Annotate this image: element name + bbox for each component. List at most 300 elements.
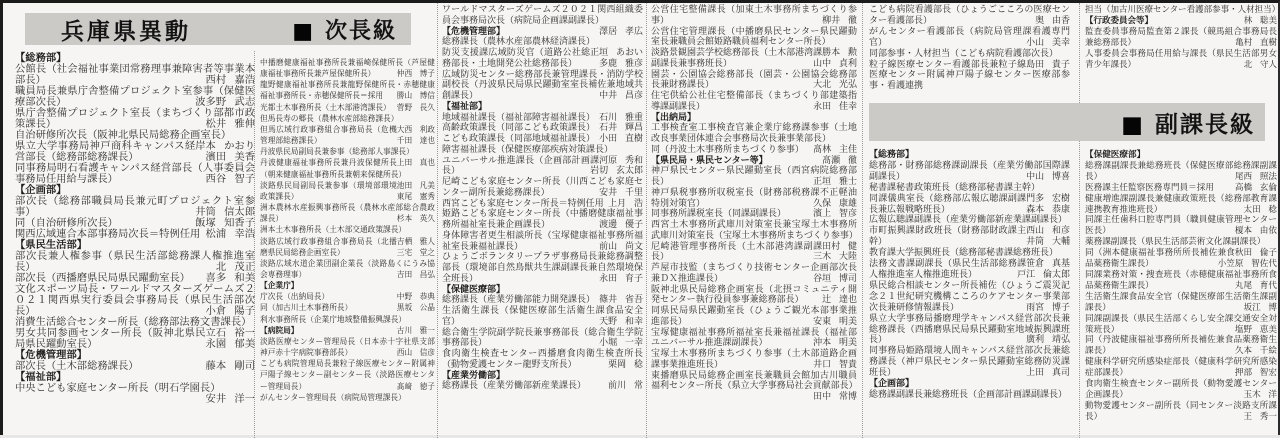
entry-name: 沖本 明美 xyxy=(813,338,857,349)
entry-title: 県庁舎整備プロジェクト室長（まちづくり部都市政策課長） xyxy=(15,107,255,130)
appointment-entry xyxy=(260,358,435,391)
entry-title: 宝塚健康福祉事務所福祉室長兼福祉課長（福祉部ユニバーサル推進課副課長） xyxy=(651,327,857,349)
appointment-entry xyxy=(15,196,255,218)
entry-name: 久保 康雄 xyxy=(813,198,857,209)
entry-name: 井筒 信太郎 xyxy=(195,206,255,218)
section-header: 【保健医療部】 xyxy=(442,284,506,295)
entry-title: ひょうごボランタリープラザ事務局長兼総務調整部長（環境部自然鳥獣共生課副課長兼自然環境保全班長） xyxy=(442,252,643,284)
entry-title: 同（洲本健康福祉事務所所長補佐兼食品薬務衛生課長） xyxy=(1085,248,1235,270)
entry-title: 防災支援課広域防災官（道路公社総務部長・土地開発公社総務部長） xyxy=(442,48,591,69)
appointment-entry xyxy=(1085,194,1277,216)
entry-name: 西村 嘉浩 xyxy=(205,74,255,86)
column-divider xyxy=(437,3,438,438)
entry-name: 飯塚 知香子 xyxy=(195,217,255,229)
appointment-entry xyxy=(651,349,857,371)
entry-title: 同（丹波土木事務所まちづくり参事） xyxy=(651,144,804,155)
entry-name: 尾西 照法 xyxy=(1234,171,1277,182)
entry-title: 部次長（総務部職員局長兼元町プロジェクト室参事） xyxy=(15,195,255,218)
appointment-entry xyxy=(15,284,255,317)
entry-name: 雨宮 博子 xyxy=(1026,302,1070,313)
entry-name: 秋田 倫子 xyxy=(1234,248,1277,259)
entry-name: 安東 明美 xyxy=(813,316,857,327)
appointment-entry xyxy=(260,224,435,246)
entry-name: 大西 利政 xyxy=(396,124,435,134)
appointment-entry xyxy=(442,134,643,145)
entry-name: 門多 宏樹 xyxy=(1026,193,1070,204)
entry-title: 姫路こども家庭センター所長（中播磨健康福祉事務所福祉室長兼企画課長） xyxy=(442,209,643,230)
column-3 xyxy=(442,5,643,438)
entry-title: 同（加古川土木事務所長） xyxy=(260,303,353,313)
entry-title: 淡路医療センター管理局長（日本赤十字社県支部神戸赤十字病院事務部長） xyxy=(260,336,435,358)
entry-name: 永田 育子 xyxy=(599,273,643,284)
entry-title: 高齢政策課長（同部こども政策課長） xyxy=(442,123,596,134)
entry-title: 職員局長兼県庁舎整備プロジェクト室参事（保健医療部次長） xyxy=(15,85,255,108)
appointment-entry xyxy=(260,113,435,134)
appointment-entry xyxy=(442,328,643,350)
section-header: 【病院局】 xyxy=(260,325,299,335)
entry-name: 松井 雅伸 xyxy=(205,118,255,130)
entry-name: 濱田 美香 xyxy=(205,151,255,163)
column-divider xyxy=(1079,141,1080,438)
entry-name: 松浦 幸浩 xyxy=(205,228,255,240)
entry-title: こども病院管理局長兼粒子線医療センター附属神戸陽子線センター副センター長（淡路医療センター管理局長） xyxy=(260,359,435,391)
entry-title: 中央こども家庭センター所長（明石学園長） xyxy=(15,382,221,394)
entry-name: 丸尾 育代 xyxy=(1234,280,1277,291)
entry-name: 石井 輝昌 xyxy=(599,123,643,134)
entry-title: 担当（加古川医療センター看護部参事・人材担当） xyxy=(1085,5,1280,15)
entry-name: 小倉 陽子 xyxy=(205,305,255,317)
entry-title: 動物愛護センター副所長（同センター淡路支所課長） xyxy=(1085,400,1277,422)
entry-title: ユニバーサル推進課長（企画部計画課長） xyxy=(442,155,600,177)
section-header: 【企画部】 xyxy=(15,184,67,196)
entry-name: 太田 稔 xyxy=(1243,204,1277,215)
column-5-top xyxy=(869,5,1070,100)
entry-title: 関西広域連合本部事務局次長＝特例任用 xyxy=(15,228,201,240)
entry-name: 立石 裕一 xyxy=(205,327,255,339)
entry-name: 井筒 大輔 xyxy=(1026,237,1070,248)
appointment-entry xyxy=(1085,401,1277,423)
appointment-entry xyxy=(15,163,255,185)
appointment-entry xyxy=(442,70,643,102)
section-header: 【企画部】 xyxy=(869,379,915,390)
entry-title: 総合衛生学院副学院長兼事務部長（総合衛生学院事務部長） xyxy=(442,327,643,349)
entry-title: 同（自治研修所次長） xyxy=(15,217,118,229)
entry-title: 文化スポーツ局長・ワールドマスターズゲームズ２０２１関西県実行委員会事務局長（県民生活部次長） xyxy=(15,283,255,317)
entry-title: 中播磨健康福祉事務所長兼福崎保健所長（芦屋健康福祉事務所長兼芦屋保健所長） xyxy=(260,58,435,79)
entry-name: 正垣 あおい xyxy=(590,48,643,58)
entry-name: 多鹿 雅彦 xyxy=(599,58,643,69)
entry-title: 健康科学研究所感染症部長（健康科学研究所感染症部課長） xyxy=(1085,357,1277,379)
column-divider xyxy=(862,3,863,438)
section-header: 【危機管理部】 xyxy=(442,26,506,37)
appointment-entry xyxy=(15,108,255,130)
entry-title: 同課主任歯科口腔専門員（職員健康管理センター医長） xyxy=(1085,215,1277,237)
entry-name: 勝山 博信 xyxy=(396,91,435,101)
black-square-icon: ■ xyxy=(1121,111,1145,138)
entry-name: 上月 浩 xyxy=(608,198,643,209)
section-header: 【企業庁】 xyxy=(260,281,299,291)
entry-name: 菅野 長久 xyxy=(396,102,435,112)
column-6-bottom xyxy=(1085,150,1277,438)
appointment-entry xyxy=(442,306,643,328)
entry-name: 正垣 雅士 xyxy=(813,177,857,187)
appointment-entry xyxy=(442,295,643,306)
appointment-entry xyxy=(1085,183,1277,194)
appointment-entry xyxy=(260,57,435,79)
subheader-bar xyxy=(869,103,1265,141)
appointment-entry xyxy=(442,177,643,199)
appointment-entry xyxy=(651,285,857,307)
appointment-entry xyxy=(442,209,643,231)
entry-name: 田中 常博 xyxy=(813,392,857,402)
entry-title: 淡路景観園芸学校総務部長（土木部港湾課副課長兼事務班長） xyxy=(651,48,823,69)
entry-title: 同事務局明石看護キャンパス経営部長（人事委員会事務局任用給与課長） xyxy=(15,162,255,185)
entry-title: 洲本土木事務所長（土木部交通政策課長） xyxy=(260,225,407,235)
entry-name: 永田 佳幸 xyxy=(813,101,857,112)
entry-name: 安井 千里 xyxy=(599,187,643,198)
entry-name: 古川 雅一 xyxy=(396,325,435,335)
entry-title: 健康増進課副課長兼健康政策班長（総務部教育課連携教育推進班長） xyxy=(1085,193,1277,215)
entry-name: 小山 美幸 xyxy=(1026,37,1070,48)
appointment-entry xyxy=(442,231,643,253)
appointment-entry xyxy=(651,26,857,58)
entry-name: 中井 昌彦 xyxy=(599,91,643,101)
entry-title: 丹波県民局副局長兼参事（総務部人事課長） xyxy=(260,147,414,157)
entry-title: 秘書課秘書政策班長（総務部秘書課主幹） xyxy=(869,182,1041,193)
appointment-entry xyxy=(442,199,643,210)
entry-title: 食肉衛生検査センター西播磨食肉衛生検査所長（動物愛護センター龍野支所長） xyxy=(442,349,643,370)
appointment-entry xyxy=(651,70,857,92)
entry-name: 髙林 主佳 xyxy=(813,144,857,155)
entry-name: 濱上 智彦 xyxy=(813,209,857,220)
entry-title: 同事務所課税室長（同課副課長） xyxy=(651,209,787,220)
appointment-entry xyxy=(1085,49,1277,71)
entry-name: 高橋 玄倫 xyxy=(1234,182,1277,193)
column-1 xyxy=(15,53,255,438)
entry-name: 戸江 倫太郎 xyxy=(1017,269,1070,280)
entry-name: 天野 和幸 xyxy=(599,316,643,327)
appointment-entry xyxy=(260,79,435,101)
appointment-entry xyxy=(260,392,435,403)
appointment-entry xyxy=(869,27,1070,49)
entry-name: 榎本 由依 xyxy=(1234,226,1277,237)
entry-name: 上田 真司 xyxy=(1026,368,1070,379)
entry-title: 西宮土木事務所武庫川対策室長兼宝塚土木事務所武庫川対策室長（宝塚土木事務所まちづくり参事） xyxy=(651,220,858,241)
section-header: 【県民生活部】 xyxy=(15,239,88,251)
entry-title: 公営住宅整備課長（加東土木事務所まちづくり参事） xyxy=(651,5,857,26)
entry-name: 西谷 智子 xyxy=(205,173,255,185)
entry-name: 北 守人 xyxy=(1243,59,1277,70)
entry-title: 総務部・財務部総務課副課長（産業労働部国際課副課長） xyxy=(869,160,1070,182)
entry-title: 住宅供給公社住宅整備部長（まちづくり部建築指導課副課長） xyxy=(651,91,857,112)
entry-name: 澤居 孝広 xyxy=(599,26,643,37)
entry-title: 園芸・公園協会総務部長（園芸・公園協会総務部長兼財務課長） xyxy=(651,69,857,91)
appointment-entry xyxy=(651,263,857,285)
entry-title: 市町振興課財政班長（財務部財政課主幹） xyxy=(869,226,1027,248)
appointment-entry xyxy=(1085,357,1277,379)
entry-name: 北 茂正 xyxy=(215,261,255,273)
entry-title: 公営住宅管理課長（中播磨県民センター県民躍動室長兼職員会館姫路職員福利センター所長） xyxy=(651,26,857,48)
column-4 xyxy=(651,5,857,438)
entry-title: 法務文書課副課長（県民生活部総務課人権推進室人権推進班長） xyxy=(869,259,1027,280)
entry-name: 谷垣 博司 xyxy=(813,273,857,284)
entry-name: 東尾 憲秀 xyxy=(396,191,435,201)
appointment-entry xyxy=(442,381,643,392)
entry-title: 同課副課長（県民生活部くらし安全課交通安全対策班長） xyxy=(1085,313,1277,335)
appointment-entry xyxy=(15,251,255,273)
entry-title: 淡路広域行政事務組合事務局長（北播磨県民局総務企画室長） xyxy=(260,236,397,257)
section-fukukachokyu-text: 副課長級 xyxy=(1155,111,1255,138)
appointment-entry xyxy=(869,5,1070,27)
entry-title: 男女共同参画センター所長（阪神北県民局県民躍動室長） xyxy=(15,327,206,350)
entry-name: 栗岡 稔 xyxy=(608,359,643,370)
section-label-fukukachokyu xyxy=(1121,106,1255,139)
entry-title: 公館長（社会福祉事業団常務理事兼障害者等事業本部長） xyxy=(15,63,255,86)
entry-title: 但馬長寿の郷長（農林水産部総務課長） xyxy=(260,113,399,123)
entry-name: 玉木 洋 xyxy=(1243,389,1277,400)
entry-name: 三木 大陸 xyxy=(813,252,857,263)
entry-name: 前川 常 xyxy=(608,381,643,392)
appointment-entry xyxy=(869,314,1070,347)
section-header: 【保健医療部】 xyxy=(1085,150,1146,160)
appointment-entry xyxy=(260,202,435,224)
page-title: 兵庫県異動 xyxy=(61,18,191,45)
entry-name: 中山 博喜 xyxy=(1026,171,1070,182)
appointment-entry xyxy=(651,370,858,402)
entry-title: 東播磨県民局総務企画室長兼職員会館加古川職員福利センター所長（県立大学事務局社会貢献部長） xyxy=(651,370,858,392)
column-divider xyxy=(646,3,647,438)
entry-title: こども病院看護部長（ひょうごこころの医療センター看護部長） xyxy=(869,5,1070,26)
appointment-entry xyxy=(442,37,643,58)
entry-title: 丹波健康福祉事務所長兼丹波保健所長（朝来健康福祉事務所長兼朝来保健所長） xyxy=(260,158,407,179)
entry-title: 同課業務対策・捜査班長（赤穂健康福祉事務所食品薬務衛生課長） xyxy=(1085,269,1277,291)
entry-title: 光都土木事務所長（土木部港湾課長） xyxy=(260,102,391,112)
section-label-jichokyu xyxy=(292,14,397,45)
appointment-entry xyxy=(651,91,857,113)
appointment-entry xyxy=(1085,161,1277,183)
entry-name: 奥 由香 xyxy=(1035,15,1070,26)
column-divider xyxy=(1079,3,1080,103)
appointment-entry xyxy=(260,336,435,358)
entry-title: 龍野健康福祉事務所長兼龍野保健所長・赤穂健康福祉事務所長・赤穂保健所長＝採用 xyxy=(260,80,435,101)
entry-title: 広域防災センター総務部長兼管理課長・消防学校副校長（丹波県民局県民躍動室室長補佐兼地域共創課長） xyxy=(442,69,643,101)
entry-title: 自治研修所次長（阪神北県民局総務企画室長） xyxy=(15,129,232,141)
section-header: 【出納局】 xyxy=(651,112,697,123)
appointment-entry xyxy=(1085,292,1277,314)
appointment-entry xyxy=(1085,335,1277,357)
entry-name: 山中 貞利 xyxy=(813,58,857,69)
entry-title: 人事委員会事務局任用給与課長（県民生活部男女青少年課長） xyxy=(1085,48,1277,70)
appointment-entry xyxy=(1085,379,1277,401)
entry-title: 監査委員事務局監査第２課長（競馬組合事務局長兼総務部長） xyxy=(1085,26,1277,48)
entry-name: 笹倉 真基 xyxy=(1026,259,1070,270)
entry-name: 亀村 直樹 xyxy=(1235,37,1277,48)
appointment-entry xyxy=(651,209,857,220)
entry-name: 吉田 昌弘 xyxy=(396,269,435,279)
entry-name: 島田 貴子 xyxy=(1026,59,1070,70)
entry-name: 王 秀一 xyxy=(1243,411,1277,422)
entry-name: 杉本 英久 xyxy=(396,214,435,224)
section-header: 【行政委員会等】 xyxy=(1085,15,1154,26)
section-header: 【福祉部】 xyxy=(442,101,488,112)
appointment-entry xyxy=(442,123,643,134)
header-bar xyxy=(25,13,411,45)
entry-title: 神戸県民センター県民躍動室長（西宮病院総務部長） xyxy=(651,166,857,187)
entry-name: 髙瀬 徹 xyxy=(822,155,857,166)
entry-name: 河原 秀和 xyxy=(599,155,643,166)
entry-name: 西山 信彦 xyxy=(396,348,435,358)
appointment-entry xyxy=(651,166,857,188)
entry-name: 髙﨑 徳子 xyxy=(396,381,435,391)
entry-name: 千田 達也 xyxy=(396,136,435,146)
appointment-entry xyxy=(651,306,857,328)
entry-name: 西山 和彦 xyxy=(1026,226,1070,237)
column-5-bottom xyxy=(869,150,1070,438)
entry-name: 池田 凡美 xyxy=(396,180,435,190)
entry-title: 淡路広域水道企業団副企業長（淡路島くにうみ協会専務理事） xyxy=(260,258,435,279)
entry-title: がんセンター管理局長（病院局管理課長） xyxy=(260,392,406,402)
entry-title: 地域福祉課長（福祉部障害福祉課長） xyxy=(442,112,596,123)
appointment-entry xyxy=(442,252,643,284)
entry-name: 吉栖 雅人 xyxy=(396,236,435,246)
appointment-entry xyxy=(442,113,643,124)
appointment-entry xyxy=(260,102,435,113)
entry-name: 廣利 靖弘 xyxy=(1026,335,1070,346)
appointment-entry xyxy=(260,302,435,313)
entry-title: 総務課副課長兼総務班長（企画部計画課副課長） xyxy=(869,389,1068,400)
entry-name: 田村 健 xyxy=(822,241,857,252)
entry-name: 前山 尚文 xyxy=(599,241,643,252)
entry-title: 広報広聴課副課長（産業労働部新産業課副課長） xyxy=(869,215,1068,226)
black-square-icon: ■ xyxy=(292,18,315,44)
section-header: 【総務部】 xyxy=(869,150,915,160)
entry-title: 県立大学事務局神戸商科キャンパス経営部長（総務部総務課長） xyxy=(15,140,196,163)
entry-name: 井口 智貴 xyxy=(813,359,857,370)
appointment-entry xyxy=(869,390,1070,401)
entry-title: 県立大学事務局播磨理学キャンパス経営部次長兼総務課長（西播磨県民局県民躍動室地域振興課班長） xyxy=(869,313,1070,346)
entry-name: 藤本 剛司 xyxy=(205,360,255,372)
entry-name: 岸本 かおり xyxy=(195,140,255,152)
appointment-entry xyxy=(15,86,255,108)
entry-title: 総務課副課長兼総務班長（保健医療部総務課副課長） xyxy=(1085,160,1277,182)
appointment-entry xyxy=(1085,215,1277,237)
entry-name: 小笠原 智佐代 xyxy=(1217,259,1277,270)
appointment-entry xyxy=(1085,27,1277,49)
entry-name: 坂江 博 xyxy=(1243,302,1277,313)
entry-title: 尼崎こども家庭センター所長（川西こども家庭センター副所長兼総務課長） xyxy=(442,177,643,198)
entry-title: 宝塚土木事務所まちづくり参事（土木部道路企画課事業推進班長） xyxy=(651,349,857,370)
appointment-entry xyxy=(442,349,643,371)
section-header: 【福祉部】 xyxy=(15,371,67,383)
entry-name: 勝本 勲 xyxy=(822,48,857,58)
entry-name: 黒坂 公晶 xyxy=(396,303,435,313)
appointment-entry xyxy=(651,5,857,27)
appointment-entry xyxy=(1085,314,1277,336)
entry-name: 仲西 博子 xyxy=(396,69,435,79)
entry-title: 同部参事・人材担当（こども病院看護部次長） xyxy=(869,48,1059,59)
entry-title: 粒子線医療センター看護部長兼粒子線医療センター附属神戸陽子線センター医療部参事・看護連携 xyxy=(869,59,1070,92)
section-header: 【産業労働部】 xyxy=(442,370,506,381)
entry-title: 庁次長（出納局長） xyxy=(260,292,330,302)
appointment-entry xyxy=(869,48,1070,70)
section-header: 【危機管理部】 xyxy=(15,349,88,361)
appointment-entry xyxy=(651,188,857,210)
appointment-entry xyxy=(260,291,435,302)
entry-title: 総務課長（農林水産部農林経済課長） xyxy=(442,37,596,48)
entry-title: 部次長（西播磨県民局県民躍動室長） xyxy=(15,272,191,284)
section-jichokyu-text: 次長級 xyxy=(324,18,397,44)
column-2 xyxy=(260,57,435,438)
entry-name: 波多野 武志 xyxy=(195,96,255,108)
entry-title: 西宮こども家庭センター所長＝特例任用 xyxy=(442,198,604,209)
entry-title: 芦屋市技監（まちづくり技術センター企画部次長兼ＤＸ推進課長） xyxy=(651,263,857,284)
section-header: 【県民局・県民センター等】 xyxy=(651,155,768,166)
entry-name: 小堀 一幸 xyxy=(599,338,643,349)
appointment-entry xyxy=(869,161,1070,183)
appointment-entry xyxy=(1085,270,1277,292)
entry-title: 淡路県民局副局長兼参事（環境部環境政策課長） xyxy=(260,180,397,201)
entry-title: 工事検査室工事検査官兼企業庁総務課参事（土地改良事業団体連合会事務局次長兼事業部長） xyxy=(651,123,857,144)
entry-title: 消費生活総合センター所長（総務部法務文書課長） xyxy=(15,316,252,328)
appointment-entry xyxy=(869,346,1070,379)
entry-name: 永園 郁美 xyxy=(205,338,255,350)
entry-title: 総務課長（産業労働部新産業課長） xyxy=(442,381,587,392)
entry-name: 安井 洋一 xyxy=(205,393,255,405)
appointment-entry xyxy=(15,382,255,405)
entry-title: 但馬広域行政事務組合事務局長（危機管理部総務課長） xyxy=(260,124,397,146)
entry-name: 上田 真也 xyxy=(396,158,435,168)
section-header: 【総務部】 xyxy=(15,52,67,64)
entry-title: 部次長兼人権参事（県民生活部総務課人権推進室長） xyxy=(15,250,255,273)
entry-title: 神戸県税事務所収税室長（財務部税務課不正軽油特別対策官） xyxy=(651,187,857,209)
entry-name: 小田 直樹 xyxy=(599,134,643,144)
entry-title: ワールドマスターズゲームズ２０２１関西組織委員会事務局次長（病院局企画課副課長） xyxy=(442,5,643,26)
entry-title: 阪神北県民局総務企画室長（北摂コミュニティ開発センター執行役員参事兼総務部長） xyxy=(651,284,857,306)
entry-name: 塩野 恵美 xyxy=(1234,324,1277,335)
column-divider xyxy=(254,51,255,438)
entry-title: 医務課主任監察医務専門員＝採用 xyxy=(1085,182,1214,193)
entry-title: 身体障害者更生相談所長（宝塚健康福祉事務所福祉室長兼福祉課長） xyxy=(442,230,643,252)
entry-title: 教育課大学振興班長（総務部秘書課総務班長） xyxy=(869,248,1059,259)
entry-name: 喜多 和美 xyxy=(205,272,255,284)
entry-name: 大北 光弘 xyxy=(813,80,857,91)
column-6-top xyxy=(1085,5,1280,95)
entry-title: 県民総合相談センター所長補佐（ひょうご震災記念２１世紀研究機構こころのケアセンター事業部次長兼研修情報課長） xyxy=(869,280,1070,313)
entry-title: 薬務課副課長（県民生活部芸術文化課副課長） xyxy=(1085,237,1266,248)
entry-title: がんセンター看護部長（病院局管理課看護専門官） xyxy=(869,26,1070,48)
entry-title: 利水事務所長（企業庁地域整備振興課長） xyxy=(260,314,407,324)
entry-title: 洲本農林水産振興事務所長（農林水産部総合農政課長） xyxy=(260,203,435,224)
entry-name: 三宅 堂之 xyxy=(396,247,435,257)
appointment-entry xyxy=(260,146,435,168)
entry-title: 総務課長（産業労働部能力開発課長） xyxy=(442,295,596,306)
entry-title: こども政策課長（同部地域福祉課長） xyxy=(442,134,596,144)
entry-name: 石川 雅重 xyxy=(599,112,643,123)
appointment-entry xyxy=(869,281,1070,314)
entry-title: 同（丹波健康福祉事務所所長補佐兼食品薬務衛生課長） xyxy=(1085,335,1277,357)
appointment-entry xyxy=(260,258,435,280)
entry-name: 篠井 省吾 xyxy=(599,295,643,306)
entry-name: 柳井 徹 xyxy=(822,15,857,26)
entry-name: 押部 智宏 xyxy=(1234,368,1277,379)
entry-title: 食肉衛生検査センター副所長（動物愛護センター企画課長） xyxy=(1085,379,1277,400)
entry-name: 林 聡美 xyxy=(1243,15,1277,26)
entry-title: 障害福祉課長（保健医療部疾病対策課長） xyxy=(442,144,614,155)
appointment-entry xyxy=(651,328,857,350)
entry-name: 渡邊 優子 xyxy=(599,220,643,230)
entry-name: 森本 恭康 xyxy=(1026,204,1070,215)
appointment-entry xyxy=(15,64,255,86)
